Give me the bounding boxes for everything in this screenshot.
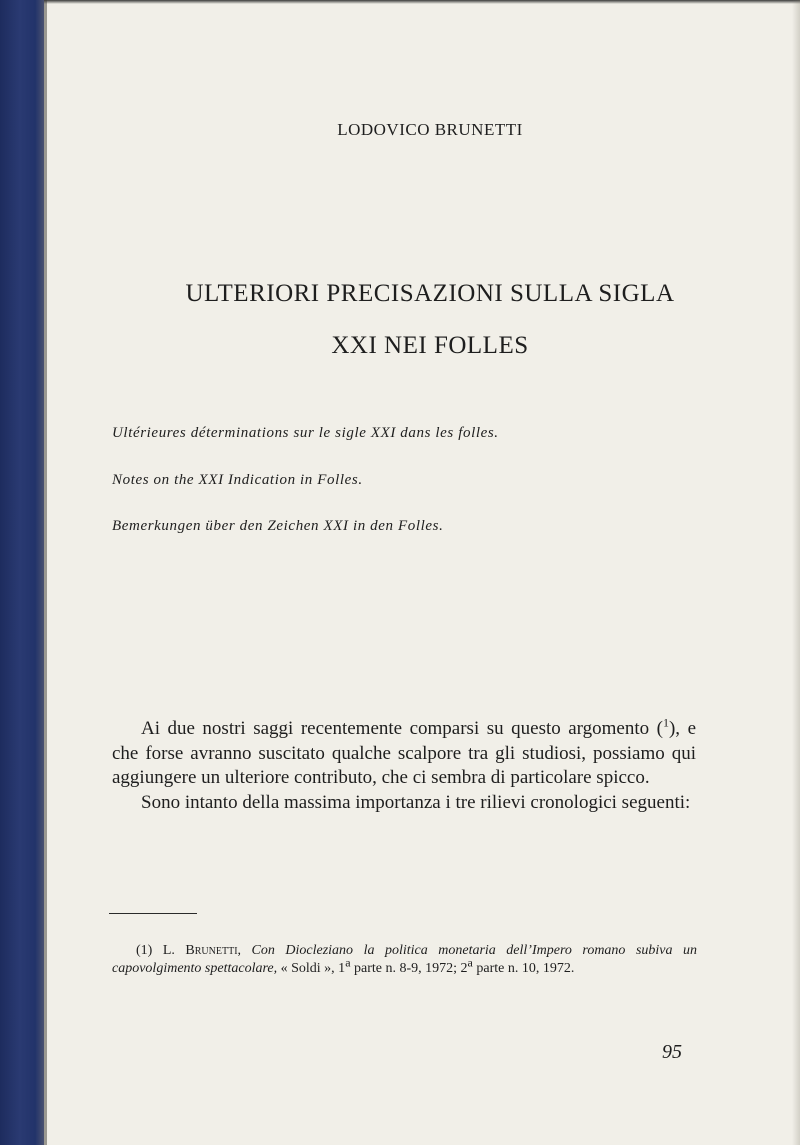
footnote (112, 942, 697, 978)
footnote-reference: 1 (662, 715, 669, 730)
footnote-sup-a: a (345, 955, 351, 970)
page-number: 95 (662, 1041, 682, 1063)
subtitle-english: Notes on the XXI Indication in Folles. (112, 472, 363, 488)
article-title-line-2: XXI NEI FOLLES (331, 332, 529, 359)
footnote-source-b: parte n. 8-9, 1972; 2 (350, 961, 468, 976)
paragraph-1-text-b: ), e che forse avranno suscitato qualche scalpore tra gli studiosi, possiamo qui aggiungere un ulteriore contributo, che ci sembra di particolare spicco. (112, 718, 696, 788)
footnote-source-c: parte n. 10, 1972. (472, 961, 575, 976)
footnote-initial: L. (162, 943, 175, 958)
author-name: LODOVICO BRUNETTI (337, 120, 523, 139)
subtitle-french: Ultérieures déterminations sur le sigle XXI dans les folles. (112, 425, 499, 441)
article-title-line-1: ULTERIORI PRECISAZIONI SULLA SIGLA (185, 280, 675, 307)
footnote-work-title: Con Diocleziano la politica monetaria dell’Impero romano subiva un capovolgimento spettacolare, (112, 943, 698, 976)
book-binding (0, 0, 44, 1145)
body-paragraph-1 (112, 717, 696, 791)
footnote-sup-b: a (467, 955, 473, 970)
subtitle-german: Bemerkungen über den Zeichen XXI in den Folles. (112, 518, 444, 534)
body-paragraph-2: Sono intanto della massima importanza i tre rilievi cronologici seguenti: (141, 791, 691, 813)
footnote-source-a: « Soldi », 1 (280, 961, 346, 976)
page-edge (792, 0, 800, 1145)
footnote-number: (1) (136, 943, 153, 958)
page-top-shadow (44, 0, 800, 4)
body-text (112, 717, 696, 815)
paragraph-1-text-a: Ai due nostri saggi recentemente comparsi su questo argomento ( (141, 718, 663, 739)
footnote-divider (109, 913, 197, 914)
footnote-author: Brunetti, (185, 943, 242, 958)
